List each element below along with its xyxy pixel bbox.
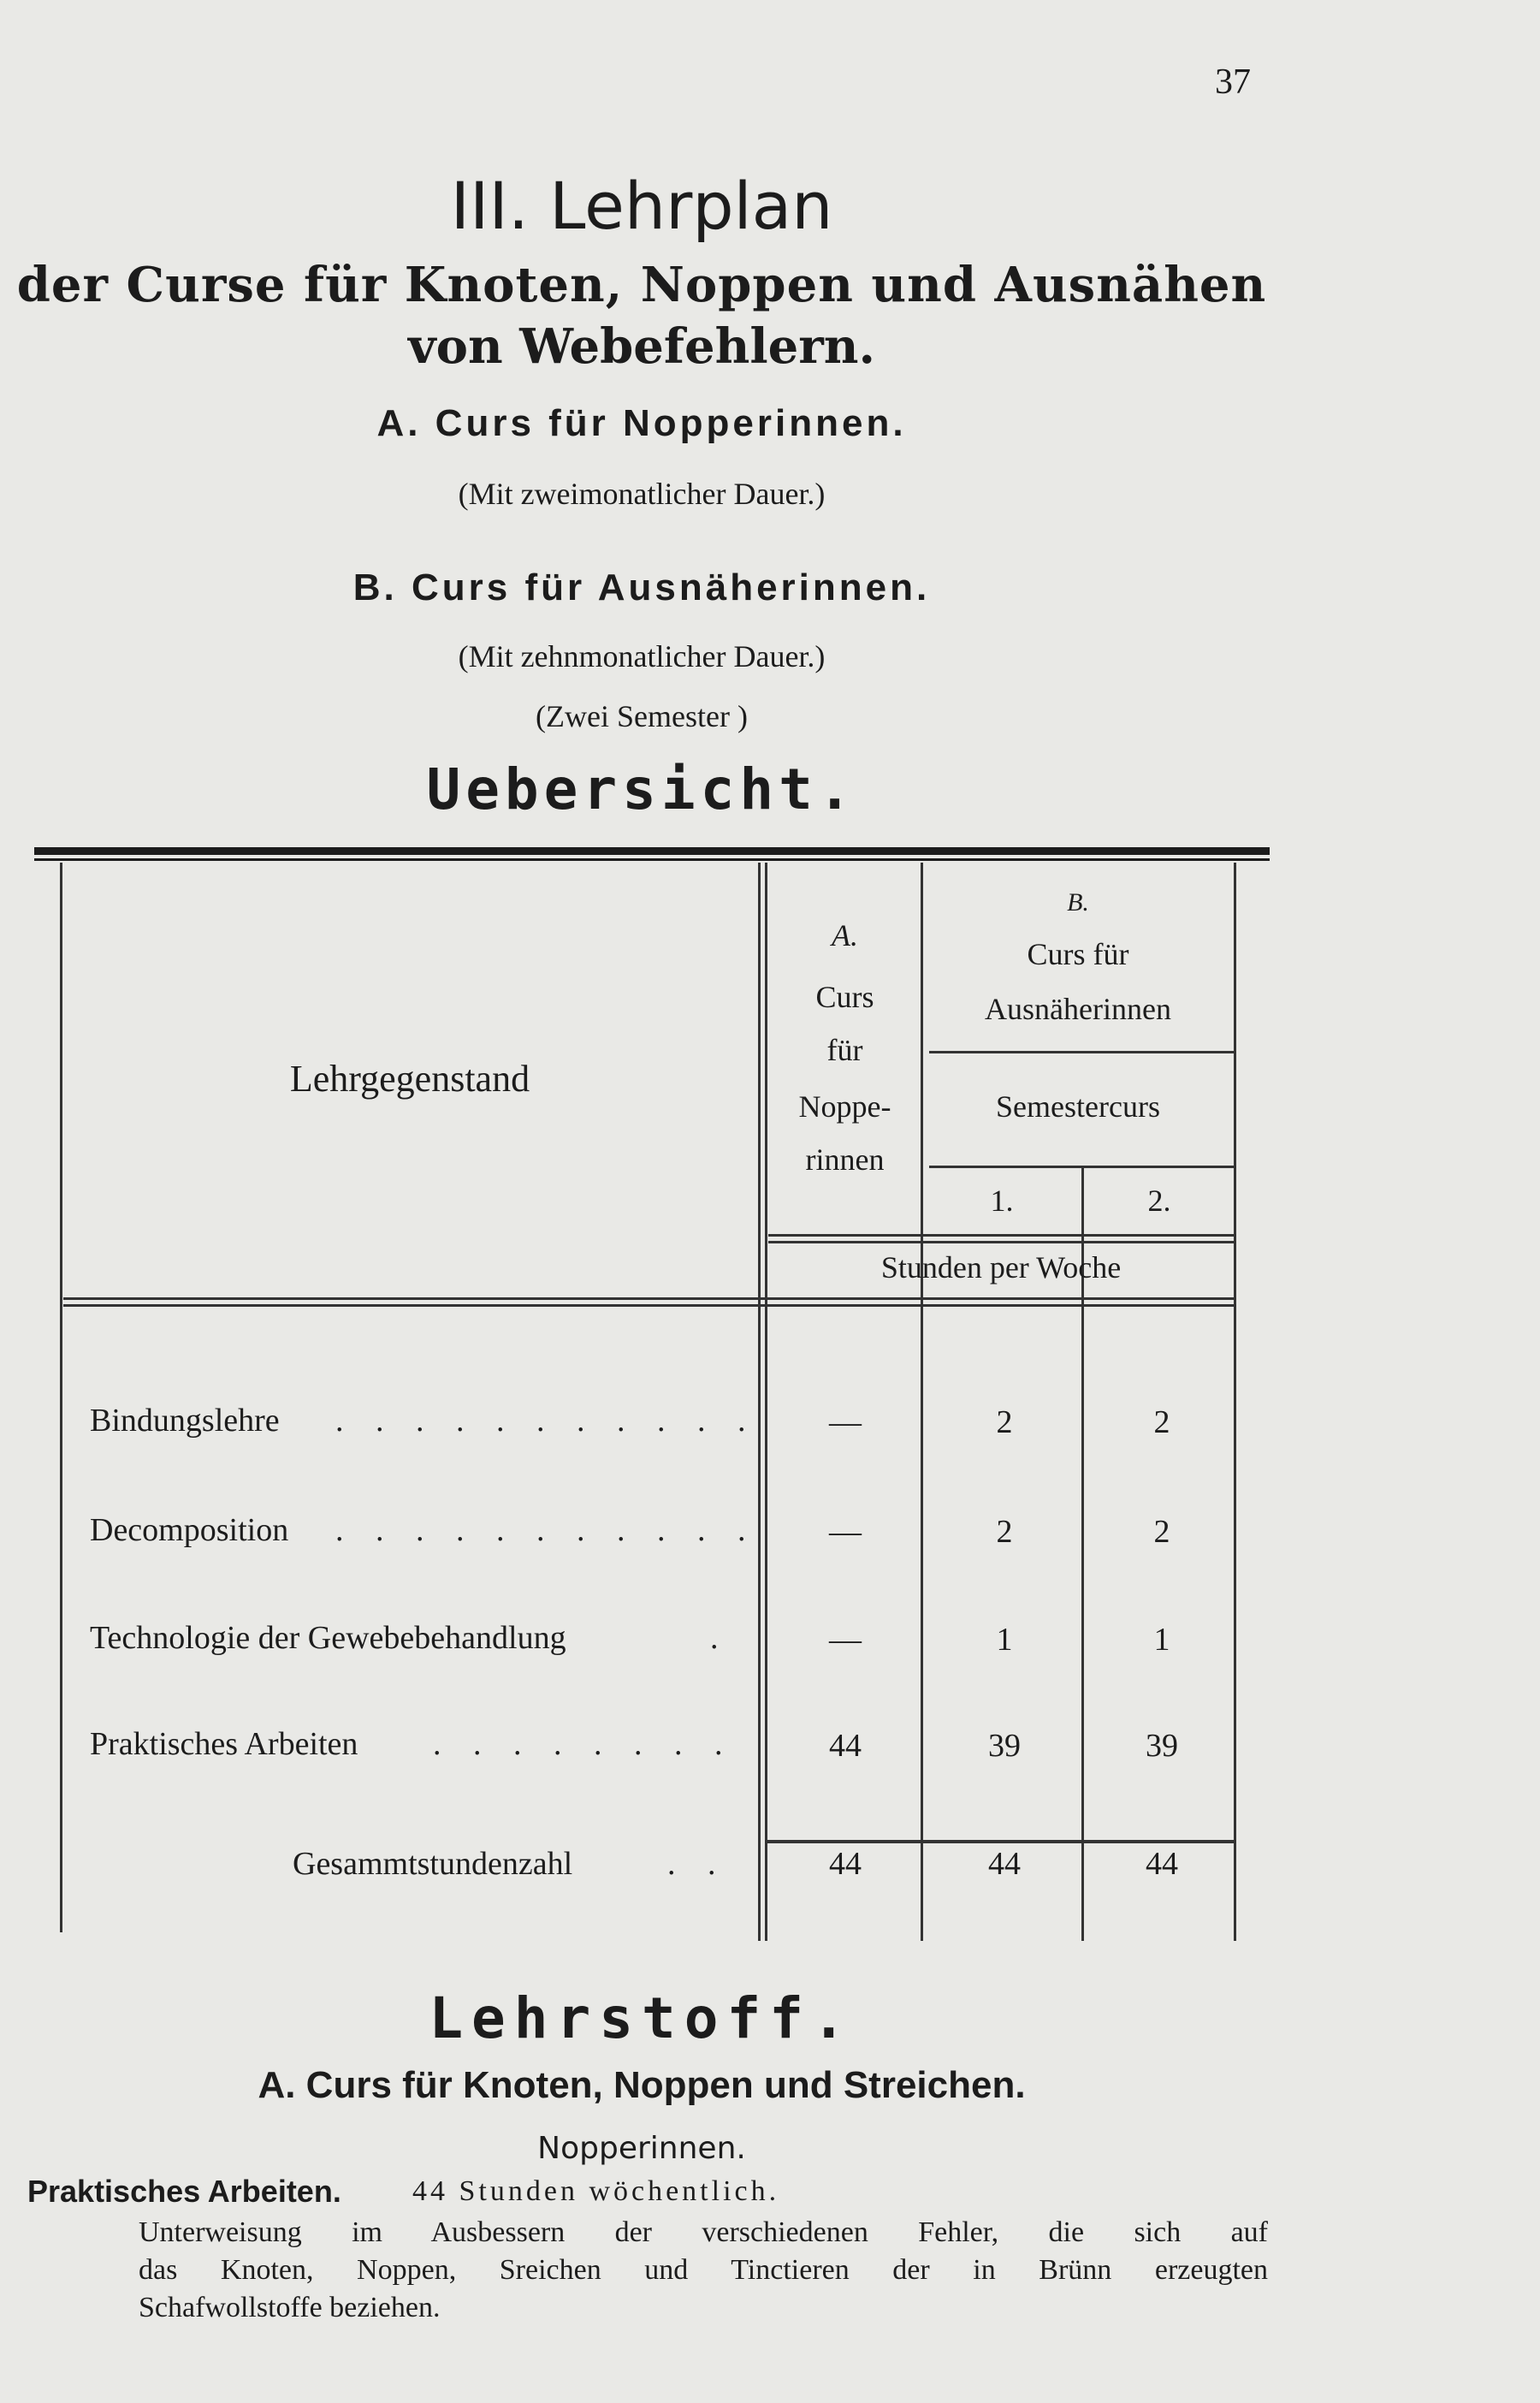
- dot-leader: . . . . . . . . . . .: [335, 1403, 758, 1439]
- page-title: III. Lehrplan: [450, 168, 833, 244]
- course-b-semesters: (Zwei Semester ): [536, 699, 748, 733]
- total-value-b2: 44: [1146, 1846, 1178, 1882]
- row-subject: Technologie der Gewebebehandlung: [90, 1620, 566, 1656]
- row-value-b1: 2: [996, 1514, 1013, 1550]
- lehrstoff-heading: Lehrstoff.: [429, 1985, 855, 2051]
- course-a-heading: A. Curs für Nopperinnen.: [376, 402, 907, 444]
- hline-semester: [929, 1166, 1234, 1168]
- col-divider-a-double: [765, 863, 767, 1941]
- text-line-2: das Knoten, Noppen, Sreichen und Tinctieren der in Brünn erzeugten: [139, 2254, 1268, 2286]
- table-top-rule-thin: [34, 858, 1270, 861]
- dot-leader: . . . . . . . .: [433, 1726, 735, 1762]
- dot-leader: .: [710, 1620, 731, 1656]
- practical-work-label: Praktisches Arbeiten.: [27, 2174, 341, 2209]
- col-a-line-4: rinnen: [805, 1142, 885, 1177]
- col-b-semester: Semestercurs: [996, 1089, 1160, 1124]
- table-border-right: [1234, 863, 1236, 1941]
- hline-header-bottom: [63, 1297, 1234, 1300]
- dot-leader: . .: [667, 1846, 728, 1882]
- table-top-rule: [34, 847, 1270, 855]
- course-b-duration: (Mit zehnmonatlicher Dauer.): [458, 639, 826, 673]
- total-value-a: 44: [829, 1846, 862, 1882]
- overview-heading: Uebersicht.: [426, 756, 857, 822]
- row-subject: Bindungslehre: [90, 1403, 280, 1439]
- sem-2-label: 2.: [1147, 1184, 1171, 1218]
- row-value-b1: 39: [988, 1728, 1021, 1764]
- hline-header-bottom-double: [63, 1304, 1234, 1307]
- course-b-heading: B. Curs für Ausnäherinnen.: [352, 567, 931, 608]
- row-value-b2: 1: [1153, 1622, 1170, 1658]
- sem-1-label: 1.: [990, 1184, 1014, 1218]
- col-a-line-3: Noppe-: [798, 1089, 891, 1124]
- row-subject: Praktisches Arbeiten: [90, 1726, 358, 1762]
- col-a-letter: A.: [832, 918, 858, 952]
- row-value-b2: 2: [1153, 1404, 1170, 1440]
- course-a-duration: (Mit zweimonatlicher Dauer.): [458, 477, 826, 511]
- col-a-line-1: Curs: [815, 980, 874, 1014]
- row-value-a: 44: [829, 1728, 862, 1764]
- dot-leader: . . . . . . . . . . .: [335, 1512, 758, 1548]
- subject-header: Lehrgegenstand: [289, 1058, 530, 1100]
- row-value-b1: 2: [996, 1404, 1013, 1440]
- section-a-subtitle: Nopperinnen.: [537, 2131, 746, 2166]
- text-line-1: Unterweisung im Ausbessern der verschiedenen Fehler, die sich auf: [139, 2216, 1268, 2248]
- col-b-line-1: Curs für: [1027, 937, 1129, 971]
- col-a-line-2: für: [826, 1033, 863, 1067]
- col-divider-b: [921, 863, 923, 1941]
- row-value-b2: 2: [1153, 1514, 1170, 1550]
- table-border-left: [60, 863, 62, 1932]
- total-value-b1: 44: [988, 1846, 1021, 1882]
- hline-b-subheader: [929, 1051, 1234, 1053]
- col-b-letter: B.: [1067, 888, 1089, 917]
- row-value-a: —: [829, 1514, 862, 1550]
- row-value-a: —: [829, 1404, 862, 1440]
- text-line-3: Schafwollstoffe beziehen.: [139, 2292, 441, 2323]
- title-line-2: von Webefehlern.: [408, 318, 875, 375]
- unit-header: Stunden per Woche: [880, 1250, 1122, 1285]
- row-subject: Decomposition: [90, 1512, 289, 1548]
- section-a-title: A. Curs für Knoten, Noppen und Streichen.: [258, 2064, 1026, 2106]
- row-value-a: —: [829, 1622, 862, 1658]
- page-number: 37: [1215, 62, 1251, 102]
- col-b-line-2: Ausnäherinnen: [985, 992, 1171, 1026]
- total-label: Gesammtstundenzahl: [293, 1846, 573, 1882]
- title-line-1: der Curse für Knoten, Noppen und Ausnähen: [16, 257, 1267, 313]
- hline-total: [767, 1840, 1234, 1843]
- practical-work-hours: 44 Stunden wöchentlich.: [412, 2175, 780, 2207]
- row-value-b2: 39: [1146, 1728, 1178, 1764]
- col-divider-a: [758, 863, 761, 1941]
- row-value-b1: 1: [996, 1622, 1013, 1658]
- hline-sem-numbers: [768, 1234, 1234, 1237]
